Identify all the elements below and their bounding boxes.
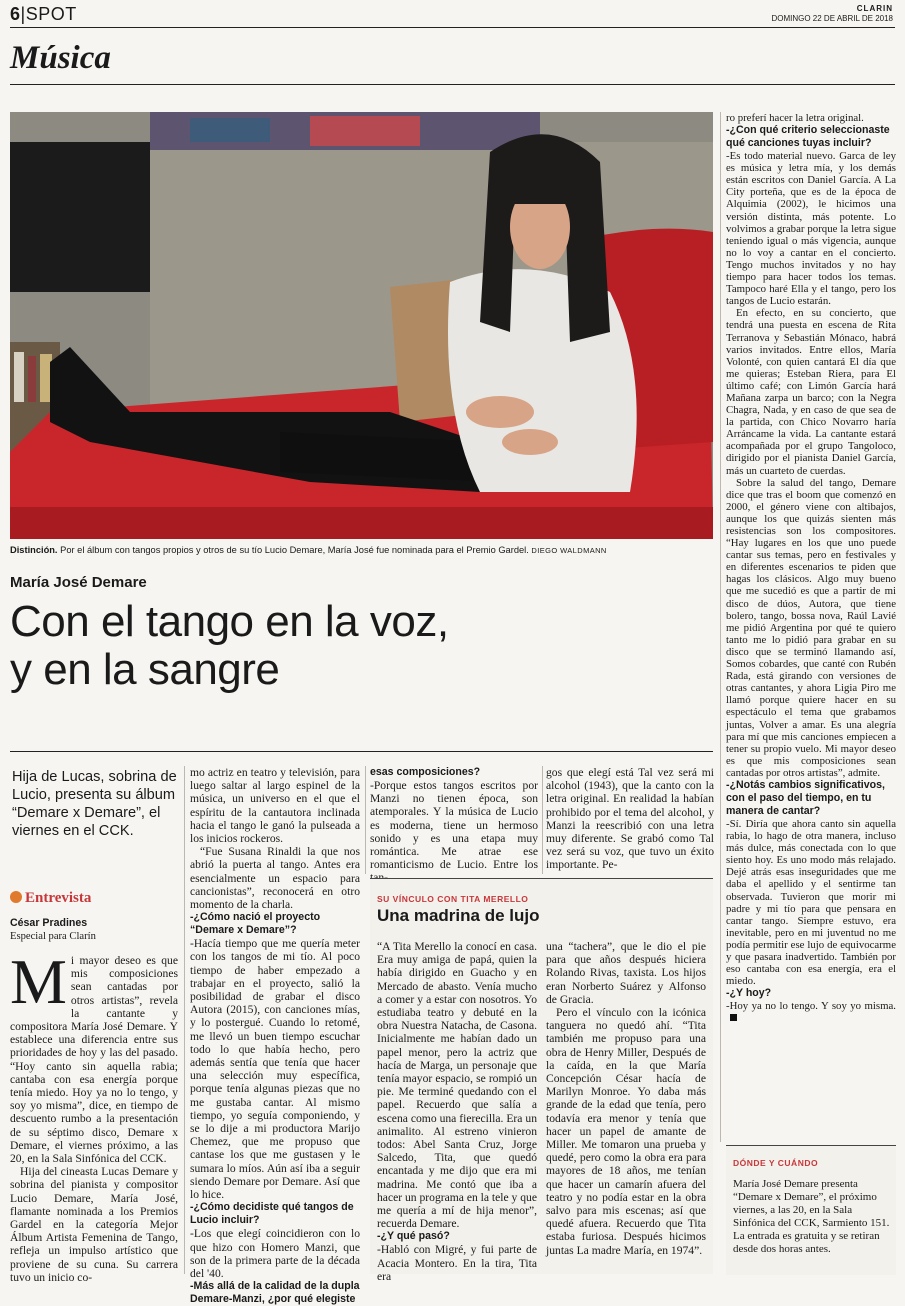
interview-answer: -Hacía tiempo que me quería meter con los tangos de mi tío. Al poco tiempo de haber empezado a trabajar en el proyecto, salió la posibilidad de grabar el disco Autora (2015), con canciones mías, y lo postergué. Cuando lo retomé, me llevó un buen tiempo escuchar todo lo que había hecho, pero además sentía que tenía que hacer una selección muy específica, porque tenía algunas piezas que no me gustaba cantar. Al mismo tiempo, yo seguía componiendo, y se lo dije a mi productora Marijo Chemez, que me propuso que cantase los que me gustasen y le sumara lo míos. Aún así iba a seguir siendo Demare por Demare. Así que lo hice. xyxy=(190,937,360,1202)
sidebar-column-b xyxy=(546,940,706,1257)
photo-illustration xyxy=(10,112,713,539)
article-headline xyxy=(10,598,710,694)
interview-question: -¿Cómo nació el proyecto “Demare x Demare”? xyxy=(190,911,321,937)
column-divider xyxy=(720,112,721,1142)
sidebar-paragraph: “A Tita Merello la conocí en casa. Era muy amiga de papá, quien la había dirigido en Guacho y en Mercado de abasto. Venía mucho a comer y a estar con nosotros. Yo estudiaba teatro y debuté en la obra Nuestra Natacha, de Casona. Inicialmente me habían dado un papel menor, pero la actriz que hacía de Marga, un personaje que tenía mayor espacio, se rompió un pie. Me terminé quedando con el papel. Recuerdo que salía a escena como una fierecilla. Era un animalito. Al estreno vinieron todos: Abel Santa Cruz, Jorge Salcedo, Tita, que quedó encantada y me dijo que era mi madrina. Me contó que iba a hacer un programa en la tele y que me quería a mí de hija menor”, recuerda Demare. xyxy=(377,940,537,1231)
interview-question: -Más allá de la calidad de la dupla Demare-Manzi, ¿por qué elegiste xyxy=(190,1280,360,1306)
column-2 xyxy=(190,766,360,1306)
body-paragraph: Hija del cineasta Lucas Demare y sobrina del pianista y compositor Lucio Demare, María José, flamante nominada a los Premios Gardel en la categoría Mejor Álbum Artista Femenina de Tango, refleja un impulso artístico que proviene de su cuna. Su carrera tuvo un inicio co- xyxy=(10,1165,178,1284)
paragraph-text: i mayor deseo es que mis composiciones sean cantadas por otros artistas”, revela la cantante y compositora María José Demare. Y establece una diferencia entre sus prioridades de hoy y las del pasado. “Hoy canto sin aquella rabia; cantaba con esa energía porque tenía miedo. Hoy ya no lo tengo, y soy yo misma”, dice, en tiempo de descuento rumbo a la presentación de su séptimo disco, Demare x Demare, el viernes próximo, a las 20, en la Sala Sinfónica del CCK. xyxy=(10,954,178,1166)
interview-answer: ro preferí hacer la letra original. xyxy=(726,112,864,124)
page-header-right xyxy=(771,4,893,24)
body-paragraph xyxy=(10,946,178,1166)
column-divider xyxy=(184,766,185,1274)
interview-question: -¿Y qué pasó? xyxy=(377,1230,450,1243)
article-deck: Hija de Lucas, sobrina de Lucio, presenta su álbum “Demare x Demare”, el viernes en el CCK. xyxy=(12,769,177,839)
headline-line-2: y en la sangre xyxy=(10,645,280,694)
column-1 xyxy=(10,946,178,1284)
sidebar-title: Una madrina de lujo xyxy=(377,906,540,925)
photo-caption xyxy=(10,544,713,557)
column-4 xyxy=(546,766,714,872)
sidebar-column-a xyxy=(377,940,537,1283)
end-mark-icon xyxy=(730,1014,737,1021)
interview-answer: -Porque estos tangos escritos por Manzi no tienen época, son atemporales. Y la música de Lucio es moderna, tiene un hermoso sonido y es una etapa muy romántica. Me atrae ese romanticismo de Lucio. Entre los xyxy=(370,779,538,872)
page-header-left xyxy=(10,4,77,25)
interview-answer: -Es todo material nuevo. Garca de ley es música y letra mía, y los demás están escritos con Daniel García. A La City porteña, que es de la época de Alquimia (2002), le hicimos una versión distinta, más potente. Lo volvimos a grabar porque la letra sigue teniendo igual o más vigencia, aunque no lo voy a cantar en el concierto. Tengo muchos invitados y no hay tiempo para hacer todos los temas. Tampoco haré Ella y el tango, pero los tangos de Lucio estarán. xyxy=(726,150,896,308)
header-divider: | xyxy=(20,4,26,24)
section-tag: SPOT xyxy=(25,4,77,24)
publication-date: DOMINGO 22 DE ABRIL DE 2018 xyxy=(771,14,893,23)
page-number: 6 xyxy=(10,4,21,24)
main-photo xyxy=(10,112,713,539)
interview-answer: gos que elegí está Tal vez será mi alcohol (1943), que la canto con la letra original. En realidad la habían prohibido por el tema del alcohol, y Manzi la reescribió con una letra muy diferente. Se grabó como Tal vez será su voz, que tuvo un éxito importante. Pe- xyxy=(546,766,714,872)
interview-answer: -Habló con Migré, y fui parte de Acacia Montero. En la tira, Tita era xyxy=(377,1243,537,1283)
interview-question: -¿Cómo decidiste qué tangos de Lucio incluir? xyxy=(190,1201,354,1227)
body-paragraph: Sobre la salud del tango, Demare dice que tras el boom que comenzó en 2000, el género viene con altibajos, aunque los que quizás sienten más resistencias son los compositores. “Hay lugares en los que uno puede cantar sus temas, pero en festivales y en diferentes escenarios te piden que hagas los clásicos. Algo muy bueno que me sucedió es que a partir de mi disco de dúos, Autora, que tiene bolero, tango, bossa nova, Raúl Lavié me pidió Argentina por qué te quiero tanto me lo pidió para grabar en su disco que se terminó llamando así, Somos cobardes, que canté con Rubén Rada, está girando con versiones de otras cantantes, y ahora Ligia Piro me llamó porque quiere hacer en su espectáculo el tema que grabamos juntas, Volver a amar. Es una alegría para mí que mis canciones empiecen a tener su propio vuelo. Mi mayor deseo es que mis composiciones sean cantadas por otros artistas”, admite. xyxy=(726,476,896,779)
article-kicker: María José Demare xyxy=(10,574,147,591)
tag-dot-icon xyxy=(10,891,22,903)
section-title: Música xyxy=(10,40,111,76)
interview-question: -¿Y hoy? xyxy=(726,987,772,1000)
body-paragraph: mo actriz en teatro y televisión, para luego saltar al largo espinel de la música, un universo en el que el espíritu de la cantautora inclinada hacia el tango le ganó la pulseada a los inicios rockeros. xyxy=(190,766,360,846)
interview-question: -¿Con qué criterio seleccionaste qué canciones tuyas incluir? xyxy=(726,124,890,150)
sidebar-paragraph: una “tachera”, que le dio el pie para que años después hiciera Rolando Rivas, taxista. Los hijos eran Norberto Suárez y Alfonso de Gracia. xyxy=(546,940,706,1006)
interview-question: esas composiciones? xyxy=(370,766,481,778)
caption-lead: Distinción. xyxy=(10,545,58,555)
info-box-text: María José Demare presenta “Demare x Demare”, el próximo viernes, a las 20, en la Sala Sinfónica del CCK, Sarmiento 151. La entrada es gratuita y se retiran desde dos horas antes. xyxy=(733,1178,890,1255)
sidebar-paragraph: Pero el vínculo con la icónica tanguera no quedó ahí. “Tita también me propuso para una obra de Henry Miller, Después de la caída, en la que María Concepción César hacía de Marilyn Monroe. Yo daba más grande de la edad que tenía, pero todavía era menor y tenía que hacer un papel de amante de Miller. Me tomaron una prueba y quedé, pero como la obra era para mayores de 18 años, me tenían que hacer un camarín afuera del teatro y no podía estar en la obra salvo para mis escenas; así que quedé afuera. Recuerdo que Tita estaba furiosa. Después hicimos juntas La madre María, en 1974”. xyxy=(546,1006,706,1257)
final-answer-text: -Hoy ya no lo tengo. Y soy yo misma. xyxy=(726,1000,896,1013)
column-divider xyxy=(542,766,543,874)
author-role: Especial para Clarín xyxy=(10,931,96,942)
header-rule xyxy=(10,27,895,28)
column-5 xyxy=(726,112,896,1024)
body-paragraph: En efecto, en su concierto, que tendrá una puesta en escena de Rita Terranova y Sebastián Mónaco, habrá varios invitados. Entre ellos, María Volonté, con quien cantará El día que me quieras; Esteban Riera, para El último café; con Limón García hará Mañana zarpa un barco; con la Negra Chagra, Nada, y en caso de que sea de la partida, con Chico Novarro haría Arráncame la vida. La cantante estará acompañada por el grupo Tangoloco, dirigido por el pianista Daniel García, más un cuarteto de cuerdas. xyxy=(726,307,896,477)
author-name: César Pradines xyxy=(10,917,88,929)
section-rule xyxy=(10,84,895,85)
interview-answer: -Los que elegí coincidieron con lo que hizo con Homero Manzi, que son de la primera parte de la década del '40. xyxy=(190,1227,360,1280)
caption-text: Por el álbum con tangos propios y otros de su tío Lucio Demare, María José fue nominada para el Premio Gardel. xyxy=(57,545,529,555)
drop-cap: M xyxy=(10,946,67,1017)
photo-credit: DIEGO WALDMANN xyxy=(531,546,607,555)
headline-line-1: Con el tango en la voz, xyxy=(10,597,449,646)
column-3 xyxy=(370,766,538,885)
info-box-kicker: DÓNDE Y CUÁNDO xyxy=(733,1158,819,1168)
sidebar-kicker: SU VÍNCULO CON TITA MERELLO xyxy=(377,894,529,904)
interview-question: -¿Notás cambios significativos, con el paso del tiempo, en tu manera de cantar? xyxy=(726,778,885,817)
tag-label: Entrevista xyxy=(25,890,92,906)
section-tag-interview xyxy=(10,890,91,907)
interview-answer xyxy=(726,1000,896,1024)
body-paragraph: “Fue Susana Rinaldi la que nos abrió la puerta al tango. Antes era esencialmente un espacio para cancionistas”, reconocerá en otro momento de la charla. xyxy=(190,845,360,912)
column-divider xyxy=(365,766,366,874)
headline-rule xyxy=(10,751,713,752)
publication-name: CLARIN xyxy=(856,4,893,13)
interview-answer: -Sí. Diría que ahora canto sin aquella rabia, lo hago de otra manera, incluso más dulce, más conectada con lo que siento hoy. Es uno modo más relajado. Dejé atrás esas inseguridades que me daba el apellido y el sentirme tan observada. Tuvieron que morir mi padre y mi tío para que pensara en cantar tango. Siempre estuvo, era inevitable, pero en mi juventud no me podía permitir ese lujo de equivocarme y que pasara inadvertido. También por eso cantaba con esa energía, era el miedo. xyxy=(726,817,896,988)
